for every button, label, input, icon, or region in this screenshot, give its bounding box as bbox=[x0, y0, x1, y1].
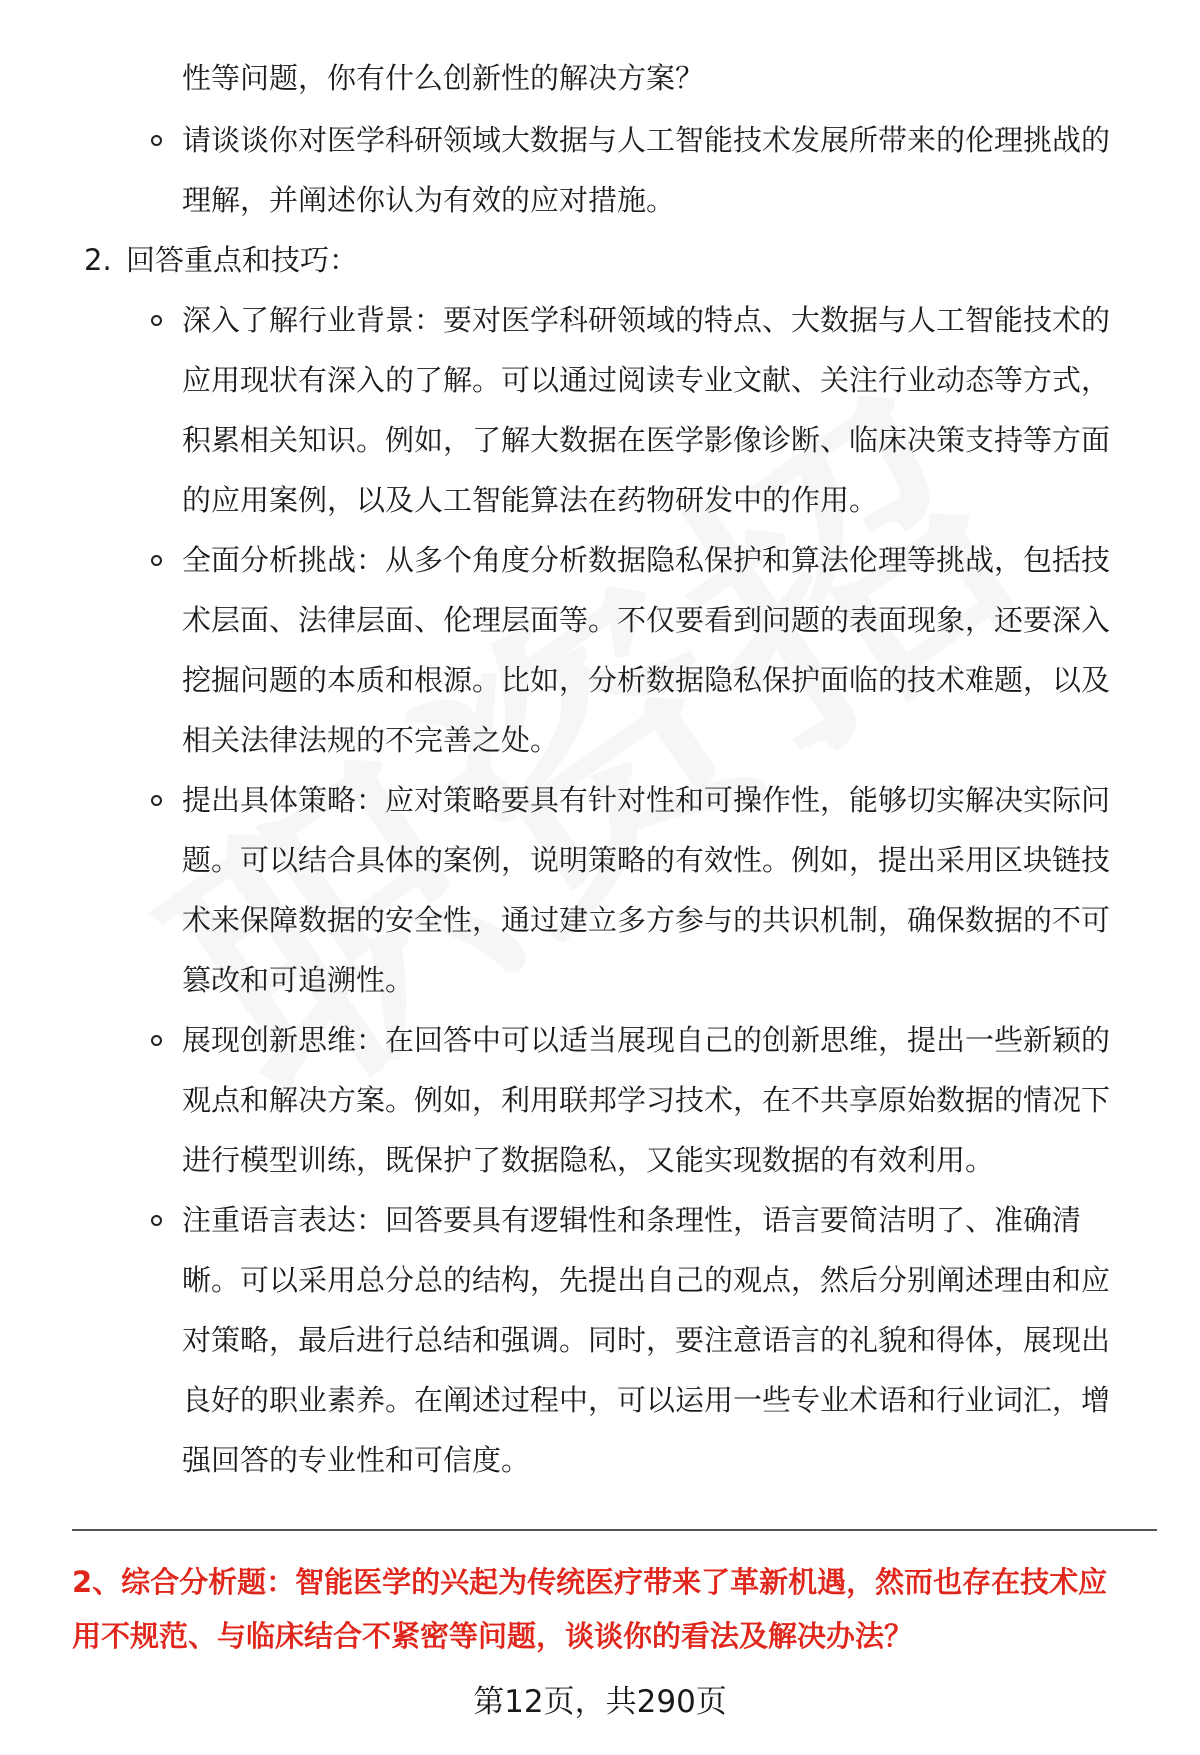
question-heading-line: 用不规范、与临床结合不紧密等问题，谈谈你的看法及解决办法？ bbox=[72, 1619, 914, 1653]
text-line: 对策略，最后进行总结和强调。同时，要注意语言的礼貌和得体，展现出 bbox=[182, 1323, 1111, 1357]
text-line: 观点和解决方案。例如，利用联邦学习技术，在不共享原始数据的情况下 bbox=[182, 1083, 1111, 1117]
text-line: 应用现状有深入的了解。可以通过阅读专业文献、关注行业动态等方式， bbox=[182, 363, 1111, 397]
question-heading-line: 2、综合分析题：智能医学的兴起为传统医疗带来了革新机遇，然而也存在技术应 bbox=[72, 1565, 1108, 1599]
bullet-icon bbox=[151, 555, 162, 566]
bullet-icon bbox=[151, 1215, 162, 1226]
page-number: 第12页，共290页 bbox=[473, 1684, 727, 1720]
text-line: 提出具体策略：应对策略要具有针对性和可操作性，能够切实解决实际问 bbox=[182, 783, 1111, 817]
text-line: 术来保障数据的安全性，通过建立多方参与的共识机制，确保数据的不可 bbox=[182, 903, 1111, 937]
text-line: 晰。可以采用总分总的结构，先提出自己的观点，然后分别阐述理由和应 bbox=[182, 1263, 1111, 1297]
text-line: 注重语言表达：回答要具有逻辑性和条理性，语言要简洁明了、准确清 bbox=[182, 1203, 1082, 1237]
text-line: 篡改和可追溯性。 bbox=[182, 963, 415, 997]
bullet-icon bbox=[151, 795, 162, 806]
text-line: 强回答的专业性和可信度。 bbox=[182, 1443, 531, 1477]
text-line: 挖掘问题的本质和根源。比如，分析数据隐私保护面临的技术难题，以及 bbox=[182, 663, 1111, 697]
text-line: 的应用案例，以及人工智能算法在药物研发中的作用。 bbox=[182, 483, 879, 517]
text-line: 术层面、法律层面、伦理层面等。不仅要看到问题的表面现象，还要深入 bbox=[182, 603, 1111, 637]
text-line: 相关法律法规的不完善之处。 bbox=[182, 723, 560, 757]
bullet-icon bbox=[151, 135, 162, 146]
section-title: 回答重点和技巧： bbox=[126, 243, 359, 277]
text-line: 题。可以结合具体的案例，说明策略的有效性。例如，提出采用区块链技 bbox=[182, 843, 1111, 877]
text-line: 进行模型训练，既保护了数据隐私，又能实现数据的有效利用。 bbox=[182, 1143, 995, 1177]
text-line: 深入了解行业背景：要对医学科研领域的特点、大数据与人工智能技术的 bbox=[182, 303, 1111, 337]
text-line: 理解，并阐述你认为有效的应对措施。 bbox=[182, 183, 676, 217]
text-line: 性等问题，你有什么创新性的解决方案？ bbox=[182, 61, 705, 95]
text-line: 积累相关知识。例如，了解大数据在医学影像诊断、临床决策支持等方面 bbox=[182, 423, 1111, 457]
section-divider bbox=[72, 1529, 1157, 1531]
text-line: 良好的职业素养。在阐述过程中，可以运用一些专业术语和行业词汇，增 bbox=[182, 1383, 1111, 1417]
text-line: 全面分析挑战：从多个角度分析数据隐私保护和算法伦理等挑战，包括技 bbox=[182, 543, 1111, 577]
text-line: 请谈谈你对医学科研领域大数据与人工智能技术发展所带来的伦理挑战的 bbox=[182, 123, 1111, 157]
section-number: 2. bbox=[84, 243, 112, 277]
text-line: 展现创新思维：在回答中可以适当展现自己的创新思维，提出一些新颖的 bbox=[182, 1023, 1111, 1057]
bullet-icon bbox=[151, 1035, 162, 1046]
bullet-icon bbox=[151, 315, 162, 326]
